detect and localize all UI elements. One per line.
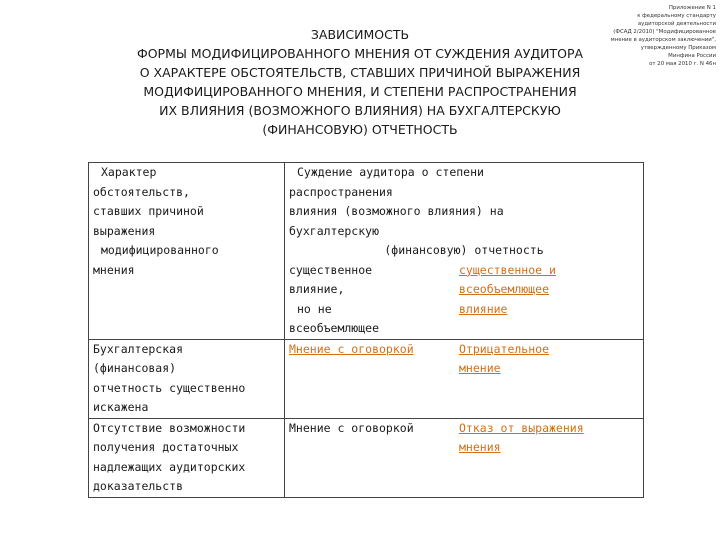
title-line: ФОРМЫ МОДИФИЦИРОВАННОГО МНЕНИЯ ОТ СУЖДЕНИЯ АУДИТОРА (136, 46, 584, 61)
header-text: модифицированного (101, 243, 219, 257)
header-text: выражения (93, 223, 156, 238)
cell-text: (финансовая) (93, 361, 177, 375)
title-line: ЗАВИСИМОСТЬ (310, 27, 410, 42)
cell-text: Мнение с оговоркой (289, 341, 414, 356)
subheader-text: влияние (459, 301, 508, 316)
circumstance-cell (89, 339, 285, 418)
cell-text: Отсутствие возможности (93, 420, 246, 435)
header-text: Характер (101, 165, 157, 179)
appendix-line: к федеральному стандарту (637, 13, 716, 19)
title-line: ИХ ВЛИЯНИЯ (ВОЗМОЖНОГО ВЛИЯНИЯ) НА БУХГАЛТЕРСКУЮ (159, 103, 561, 118)
header-circumstance-cell (89, 163, 285, 340)
cell-text: искажена (93, 400, 149, 414)
header-text: Суждение аудитора о степени (297, 165, 484, 179)
header-text: (финансовую) отчетность (384, 243, 544, 257)
table-row (89, 339, 644, 418)
subheader-pervasive-cell (455, 261, 644, 340)
cell-text: Мнение с оговоркой (289, 420, 414, 435)
pervasive-opinion-cell (455, 339, 644, 418)
subheader-text: всеобъемлющее (459, 282, 550, 296)
table-row (89, 418, 644, 497)
cell-text: надлежащих аудиторских (93, 459, 246, 474)
cell-text: Отказ от выражения (459, 420, 584, 435)
pervasive-opinion-cell (455, 418, 644, 497)
subheader-text: влияние, (289, 282, 345, 296)
appendix-line: мнение в аудиторском заключении", (610, 37, 716, 43)
subheader-material-cell (285, 261, 456, 340)
cell-text: мнение (459, 361, 501, 375)
header-text: бухгалтерскую (289, 223, 380, 238)
appendix-line: утвержденному Приказом (640, 45, 716, 51)
header-judgement-cell (285, 163, 644, 261)
material-opinion-cell (285, 339, 456, 418)
cell-text: мнения (459, 440, 501, 454)
cell-text: Бухгалтерская (93, 341, 184, 356)
appendix-line: от 20 мая 2010 г. N 46н (649, 61, 716, 67)
title-line: (ФИНАНСОВУЮ) ОТЧЕТНОСТЬ (262, 122, 458, 137)
appendix-line: аудиторской деятельности (637, 21, 716, 27)
header-text: обстоятельств, (93, 184, 190, 199)
title-line: О ХАРАКТЕРЕ ОБСТОЯТЕЛЬСТВ, СТАВШИХ ПРИЧИНОЙ ВЫРАЖЕНИЯ (139, 65, 581, 80)
circumstance-cell (89, 418, 285, 497)
opinion-table (88, 162, 644, 498)
cell-text: Отрицательное (459, 341, 550, 356)
header-text: ставших причиной (93, 204, 204, 218)
header-text: мнения (93, 262, 135, 277)
document-title (100, 25, 620, 139)
header-text: влияния (возможного влияния) на (289, 204, 504, 218)
subheader-text: существенное (289, 262, 373, 277)
subheader-text: всеобъемлющее (289, 321, 380, 335)
subheader-text: но не (297, 301, 332, 316)
appendix-line: Минфина России (668, 53, 716, 59)
material-opinion-cell (285, 418, 456, 497)
cell-text: получения достаточных (93, 440, 239, 454)
appendix-line: Приложение N 1 (668, 5, 716, 11)
title-line: МОДИФИЦИРОВАННОГО МНЕНИЯ, И СТЕПЕНИ РАСПРОСТРАНЕНИЯ (143, 84, 577, 99)
subheader-text: существенное и (459, 262, 556, 277)
table-header-row (89, 163, 644, 261)
appendix-line: (ФСАД 2/2010) "Модифицированное (613, 29, 716, 35)
header-text: распространения (289, 184, 393, 199)
cell-text: доказательств (93, 479, 184, 493)
cell-text: отчетность существенно (93, 380, 246, 395)
